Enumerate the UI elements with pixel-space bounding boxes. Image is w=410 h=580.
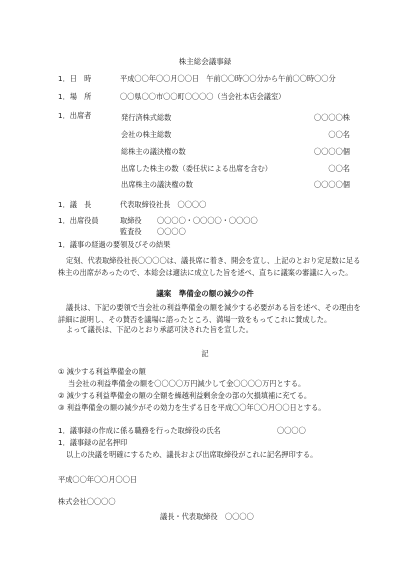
attendee-row-value: 〇〇〇〇個 xyxy=(314,180,350,189)
directors-names: 〇〇〇〇・〇〇〇〇・〇〇〇〇 xyxy=(157,216,258,225)
attendee-row-label: 総株主の議決権の数 xyxy=(121,147,186,156)
date-value: 平成〇〇年〇〇月〇〇日 午前〇〇時〇〇分から午前〇〇時〇〇分 xyxy=(120,74,336,83)
agenda-title: 議案 準備金の額の減少の件 xyxy=(156,289,254,298)
attendee-row-value: 〇〇〇〇個 xyxy=(314,147,350,156)
minutes-maker-value: 〇〇〇〇 xyxy=(277,426,306,435)
auditor-name: 〇〇〇〇 xyxy=(157,227,186,236)
place-label: 1．場 所 xyxy=(58,92,92,101)
attendee-row-value: 〇〇〇〇株 xyxy=(314,113,350,122)
ki-heading: 記 xyxy=(201,349,209,358)
chair-value: 代表取締役社長 〇〇〇〇 xyxy=(120,200,207,209)
officers-label: 1．出席役員 xyxy=(58,216,99,225)
item-list-entry: ③ 利益準備金の額の減少がその効力を生ずる日を平成〇〇年〇〇月〇〇日とする。 xyxy=(58,403,326,412)
item-list-entry: ② 減少する利益準備金の額の全額を繰越利益剰余金の部の欠損填補に充てる。 xyxy=(58,391,312,400)
item-list-entry: 当会社の利益準備金の額を〇〇〇〇万円減少して金〇〇〇〇万円とする。 xyxy=(68,379,306,388)
signer-name: 〇〇〇〇 xyxy=(225,512,254,521)
signer-title: 議長・代表取締役 xyxy=(160,512,218,521)
seal-body: 以上の決議を明確にするため、議長および出席取締役がこれに記名押印する。 xyxy=(66,450,318,459)
opening-paragraph: 定刻、代表取締役社長〇〇〇〇は、議長席に着き、開会を宣し、上記のとおり定足数に足る株主の出席があったので、本総会は適法に成立した旨を述べ、直ちに議案の審議に入った。 xyxy=(58,256,361,277)
place-value: 〇〇県〇〇市〇〇町〇〇〇〇（当会社本店会議室） xyxy=(120,92,286,101)
attendee-row-value: 〇〇名 xyxy=(328,164,350,173)
date-label: 1．日 時 xyxy=(58,74,92,83)
sign-date: 平成〇〇年〇〇月〇〇日 xyxy=(58,475,138,484)
auditor-title: 監査役 xyxy=(120,227,142,236)
attendee-row-label: 出席株主の議決権の数 xyxy=(121,180,193,189)
summary-heading: 1．議事の経過の要領及びその結果 xyxy=(58,240,171,249)
attendee-row-label: 発行済株式総数 xyxy=(121,113,172,122)
agenda-result: よって議長は、下記のとおり承認可決された旨を宣した。 xyxy=(66,325,253,334)
document-title: 株主総会議事録 xyxy=(178,57,232,66)
directors-title: 取締役 xyxy=(120,216,142,225)
attendee-row-label: 会社の株主総数 xyxy=(121,130,172,139)
attendee-row-label: 出席した株主の数（委任状による出席を含む） xyxy=(121,164,272,173)
agenda-body: 議長は、下記の要領で当会社の利益準備金の額を減少する必要がある旨を述べ、その理由を詳細に説明し、その賛否を議場に諮ったところ、満場一致をもってこれに賛成した。 xyxy=(58,303,361,324)
minutes-maker-label: 1．議事録の作成に係る職務を行った取締役の氏名 xyxy=(58,426,221,435)
company-name: 株式会社〇〇〇〇 xyxy=(58,497,116,506)
attendee-row-value: 〇〇名 xyxy=(328,130,350,139)
attendees-label: 1．出席者 xyxy=(58,111,92,120)
item-list-entry: ① 減少する利益準備金の額 xyxy=(58,367,146,376)
chair-label: 1．議 長 xyxy=(58,200,92,209)
seal-heading: 1．議事録の記名押印 xyxy=(58,438,128,447)
